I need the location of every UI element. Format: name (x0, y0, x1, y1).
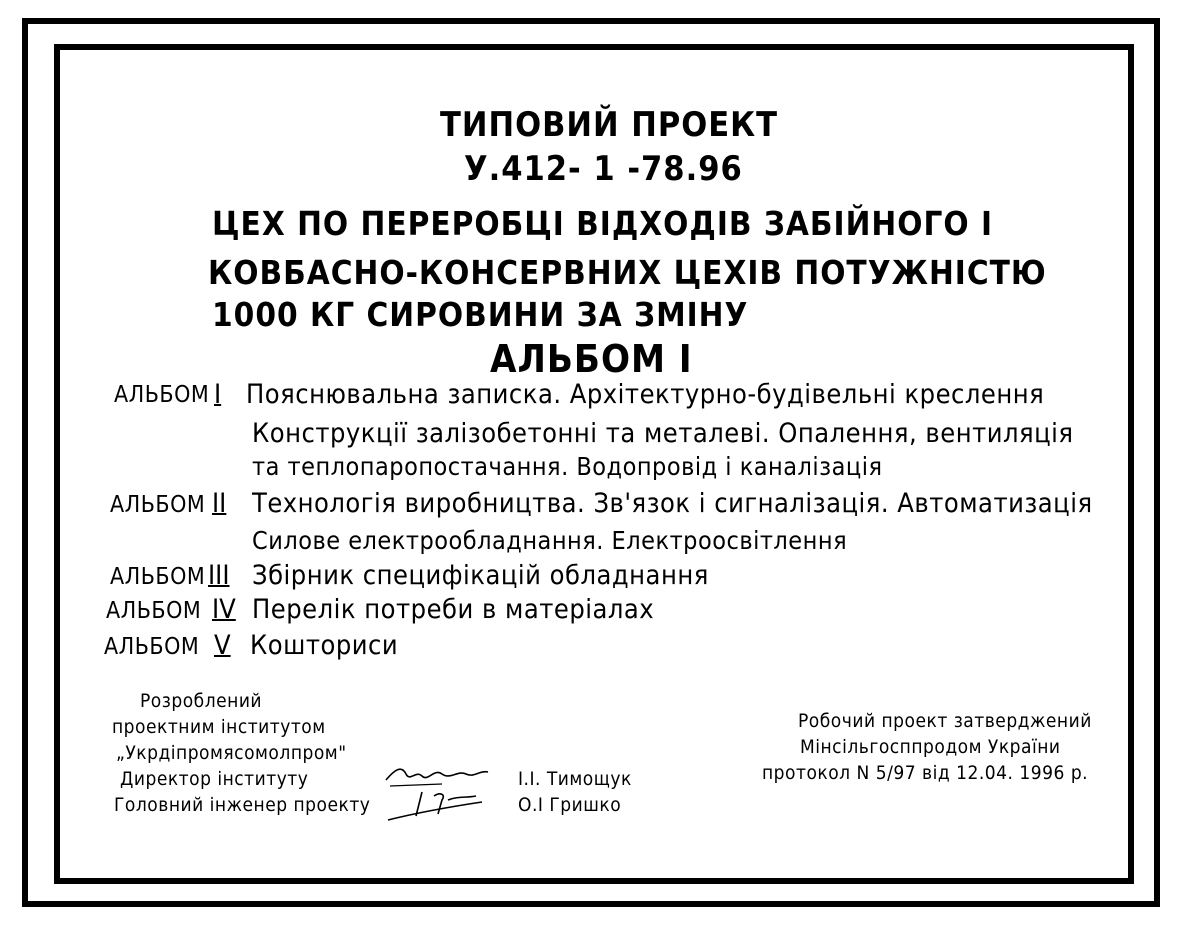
approval-line-2: Мінсільгосппродом України (800, 736, 1061, 758)
album-1-line-1: Пояснювальна записка. Архітектурно-будівельні креслення (246, 379, 1045, 410)
album-3-line-1: Збірник специфікацій обладнання (252, 560, 709, 591)
album-2-line-2: Силове електрообладнання. Електроосвітлення (252, 526, 848, 555)
developer-institute: „Укрдіпромясомолпром" (116, 742, 347, 764)
album-2-number: ІІ (212, 488, 227, 519)
album-4-number: ІV (212, 594, 236, 625)
director-label: Директор інституту (120, 768, 309, 790)
developer-line-2: проектним інститутом (112, 716, 326, 738)
album-1-label: АЛЬБОМ (114, 382, 210, 408)
approval-line-1: Робочий проект затверджений (798, 710, 1092, 732)
album-4-label: АЛЬБОМ (106, 598, 202, 624)
album-4-line-1: Перелік потреби в матеріалах (252, 594, 655, 625)
subject-line-2: КОВБАСНО-КОНСЕРВНИХ ЦЕХІВ ПОТУЖНІСТЮ (208, 253, 1047, 292)
chief-engineer-signature (382, 786, 492, 826)
album-1-line-2: Конструкції залізобетонні та металеві. Опалення, вентиляція (252, 418, 1074, 449)
approval-protocol: протокол N 5/97 від 12.04. 1996 р. (762, 762, 1089, 784)
developer-line-1: Розроблений (140, 690, 263, 712)
subject-line-1: ЦЕХ ПО ПЕРЕРОБЦІ ВІДХОДІВ ЗАБІЙНОГО І (212, 204, 994, 243)
subject-line-3: 1000 КГ СИРОВИНИ ЗА ЗМІНУ (212, 295, 749, 334)
chief-engineer-name: О.І Гришко (518, 794, 622, 816)
project-code: У.412- 1 -78.96 (464, 149, 743, 189)
director-name: І.І. Тимощук (518, 768, 632, 790)
album-3-number: ІІІ (208, 560, 230, 591)
chief-engineer-label: Головний інженер проекту (114, 794, 371, 816)
album-2-label: АЛЬБОМ (110, 492, 206, 518)
album-5-label: АЛЬБОМ (104, 634, 200, 660)
album-1-line-3: та теплопаропостачання. Водопровід і каналізація (252, 452, 883, 481)
album-5-line-1: Кошториси (250, 630, 399, 661)
document-type-title: ТИПОВИЙ ПРОЕКТ (440, 105, 778, 145)
album-2-line-1: Технологія виробництва. Зв'язок і сигналізація. Автоматизація (252, 488, 1093, 519)
album-3-label: АЛЬБОМ (110, 564, 206, 590)
album-1-number: І (214, 379, 222, 410)
album-5-number: V (214, 630, 231, 661)
album-heading: АЛЬБОМ І (490, 337, 693, 381)
